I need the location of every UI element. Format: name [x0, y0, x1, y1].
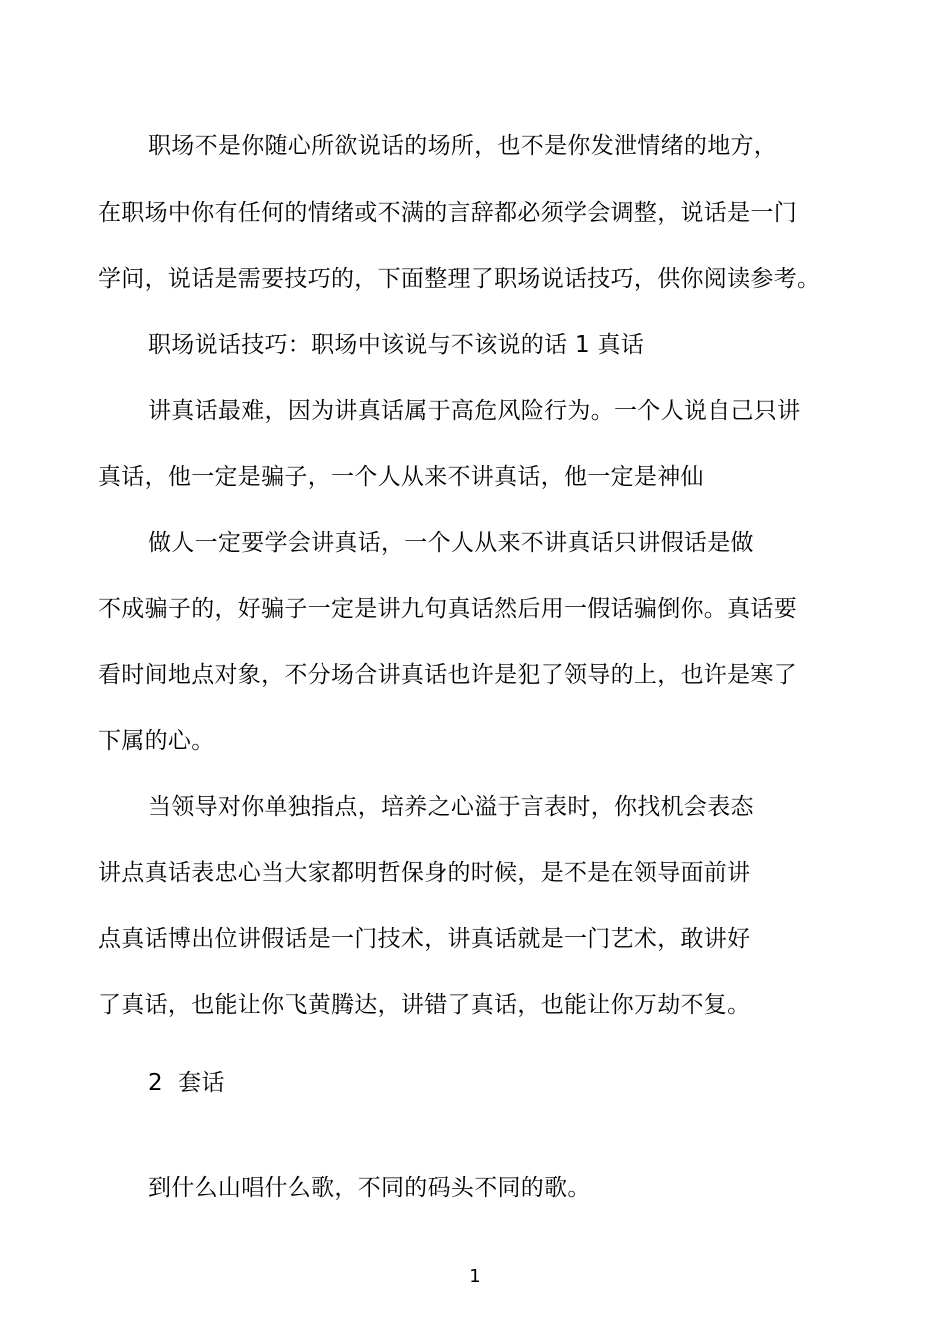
text-line-2: 在职场中你有任何的情绪或不满的言辞都必须学会调整，说话是一门 [98, 200, 797, 226]
text-line-7: 做人一定要学会讲真话，一个人从来不讲真话只讲假话是做 [148, 530, 754, 556]
text-line-1: 职场不是你随心所欲说话的场所，也不是你发泄情绪的地方， [148, 133, 778, 159]
text-line-8: 不成骗子的，好骗子一定是讲九句真话然后用一假话骗倒你。真话要 [98, 596, 797, 622]
text-line-12: 讲点真话表忠心当大家都明哲保身的时候，是不是在领导面前讲 [98, 860, 751, 886]
page-number: 1 [469, 1266, 481, 1287]
text-line-11: 当领导对你单独指点，培养之心溢于言表时，你找机会表态 [148, 794, 754, 820]
section-heading-2: 2 套话 [148, 1070, 225, 1096]
text-line-3: 学问，说话是需要技巧的，下面整理了职场说话技巧，供你阅读参考。 [98, 266, 821, 292]
text-line-13: 点真话博出位讲假话是一门技术，讲真话就是一门艺术，敢讲好 [98, 926, 751, 952]
text-line-14: 了真话，也能让你飞黄腾达，讲错了真话，也能让你万劫不复。 [98, 992, 751, 1018]
section-heading-1: 职场说话技巧：职场中该说与不该说的话 1 真话 [148, 332, 645, 358]
text-line-16: 到什么山唱什么歌，不同的码头不同的歌。 [148, 1175, 591, 1201]
text-line-6: 真话，他一定是骗子，一个人从来不讲真话，他一定是神仙 [98, 464, 704, 490]
text-line-9: 看时间地点对象，不分场合讲真话也许是犯了领导的上，也许是寒了 [98, 662, 797, 688]
text-line-5: 讲真话最难，因为讲真话属于高危风险行为。一个人说自己只讲 [148, 398, 801, 424]
text-line-10: 下属的心。 [98, 728, 215, 754]
